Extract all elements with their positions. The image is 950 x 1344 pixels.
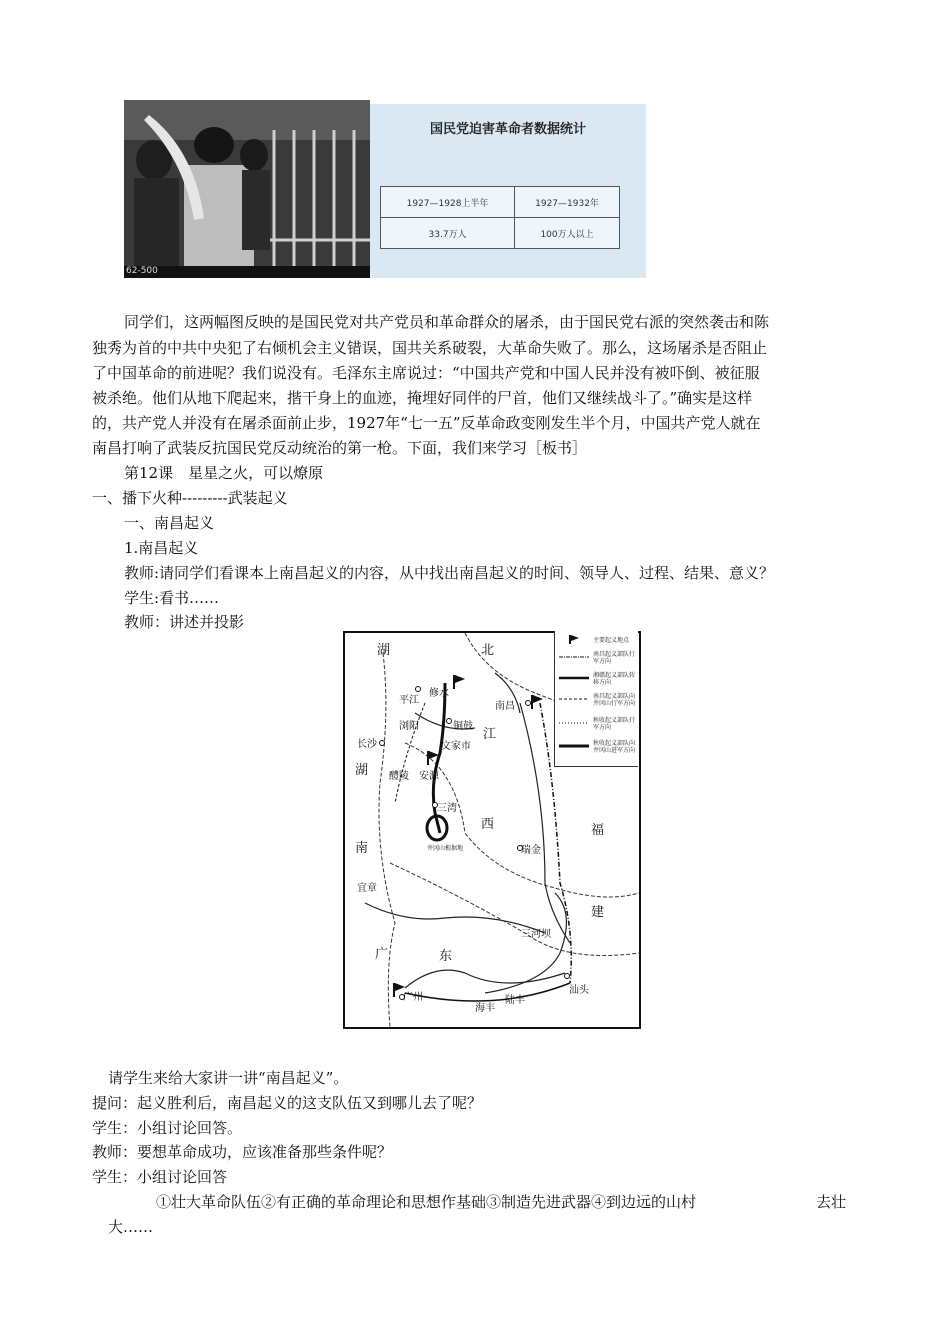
- statistics-panel: [370, 104, 646, 278]
- table-cell: 100万人以上: [515, 218, 620, 249]
- map-place-label: 浏阳: [399, 721, 419, 732]
- lesson-title: 第12课 星星之火，可以燎原: [124, 464, 324, 482]
- teacher-line: 教师:请同学们看课本上南昌起义的内容，从中找出南昌起义的时间、领导人、过程、结果、意义？: [124, 564, 775, 582]
- paragraph-line: 被杀绝。他们从地下爬起来，揩干身上的血迹，掩埋好同伴的尸首，他们又继续战斗了。”确实是这样: [92, 389, 753, 407]
- map-place-label: 三河坝: [521, 929, 551, 940]
- photo-caption: 62-500: [126, 266, 158, 276]
- teacher-line: 教师：讲述并投影: [124, 613, 245, 631]
- map-region-label: 广: [375, 947, 389, 962]
- map-place-label: 修水: [429, 688, 449, 699]
- map-region-label: 西: [481, 817, 495, 832]
- section-heading: 一、播下火种---------武装起义: [92, 489, 288, 507]
- map-place-label: 平江: [399, 695, 419, 706]
- map-place-label: 安源: [419, 771, 439, 782]
- legend-item: 主要起义地点: [593, 637, 630, 644]
- legend-item: 南昌起义部队行军方向: [593, 651, 636, 665]
- map-place-label: 汕头: [569, 985, 589, 996]
- answer-line: 大……: [108, 1218, 154, 1236]
- paragraph-line: 的，共产党人并没有在屠杀面前止步，1927年“七一五”反革命政变刚发生半个月，中国共产党人就在: [92, 414, 761, 432]
- table-header: 1927—1928上半年: [381, 187, 515, 218]
- map-place-label: 陆丰: [505, 995, 525, 1006]
- table-cell: 33.7万人: [381, 218, 515, 249]
- statistics-table: [380, 186, 620, 249]
- map-region-label: 福: [591, 823, 605, 838]
- map-place-label: 醴陵: [389, 771, 409, 782]
- map-place-label: 文家市: [441, 741, 471, 752]
- teacher-line: 教师：要想革命成功，应该准备那些条件呢？: [92, 1143, 393, 1161]
- statistics-title: 国民党迫害革命者数据统计: [429, 122, 586, 137]
- map-place-label: 南昌: [495, 701, 515, 712]
- map-region-label: 北: [481, 643, 495, 658]
- map-legend: [554, 631, 638, 767]
- student-line: 学生：小组讨论回答。: [92, 1119, 243, 1137]
- map-region-label: 东: [439, 949, 453, 964]
- map-place-label: 瑞金: [521, 845, 541, 856]
- student-line: 学生:看书……: [124, 589, 220, 607]
- map-place-label: 海丰: [475, 1003, 495, 1014]
- answer-line: ①壮大革命队伍②有正确的革命理论和思想作基础③制造先进武器④到边远的山村: [156, 1193, 697, 1211]
- answer-line: 去壮: [816, 1193, 847, 1211]
- legend-item: 湘赣起义部队转移方向: [593, 672, 636, 686]
- question-line: 提问：起义胜利后，南昌起义的这支队伍又到哪儿去了呢？: [92, 1094, 483, 1112]
- map-place-label: 铜鼓: [453, 721, 473, 732]
- legend-item: 秋收起义部队向井冈山进军方向: [593, 740, 636, 754]
- map-place-label: 长沙: [357, 739, 377, 750]
- legend-item: 南昌起义部队向井冈山行军方向: [593, 693, 636, 707]
- paragraph-line: 南昌打响了武装反抗国民党反动统治的第一枪。下面，我们来学习［板书］: [92, 439, 588, 457]
- map-place-label: 井冈山根据地: [427, 845, 464, 852]
- historical-photo: [124, 100, 370, 278]
- subsection-heading: 一、南昌起义: [124, 514, 215, 532]
- map-place-label: 三湾: [437, 803, 457, 814]
- map-place-label: 宜章: [357, 883, 377, 894]
- paragraph-line: 了中国革命的前进呢？我们说没有。毛泽东主席说过：“中国共产党和中国人民并没有被吓倒、被征服: [92, 364, 760, 382]
- paragraph-line: 同学们，这两幅图反映的是国民党对共产党员和革命群众的屠杀，由于国民党右派的突然袭击和陈: [124, 313, 770, 331]
- map-place-label: 广州: [403, 992, 423, 1003]
- map-region-label: 湖: [355, 763, 369, 778]
- student-line: 学生：小组讨论回答: [92, 1168, 228, 1186]
- map-region-label: 江: [483, 727, 497, 742]
- map-region-label: 南: [355, 841, 369, 856]
- map-region-label: 建: [591, 905, 605, 920]
- prompt-line: 请学生来给大家讲一讲“南昌起义”。: [108, 1069, 349, 1087]
- table-header: 1927—1932年: [515, 187, 620, 218]
- map-region-label: 湖: [377, 643, 391, 658]
- item-heading: 1.南昌起义: [124, 539, 199, 557]
- legend-item: 秋收起义部队行军方向: [593, 717, 636, 731]
- paragraph-line: 独秀为首的中共中央犯了右倾机会主义错误，国共关系破裂，大革命失败了。那么，这场屠杀是否阻止: [92, 339, 768, 357]
